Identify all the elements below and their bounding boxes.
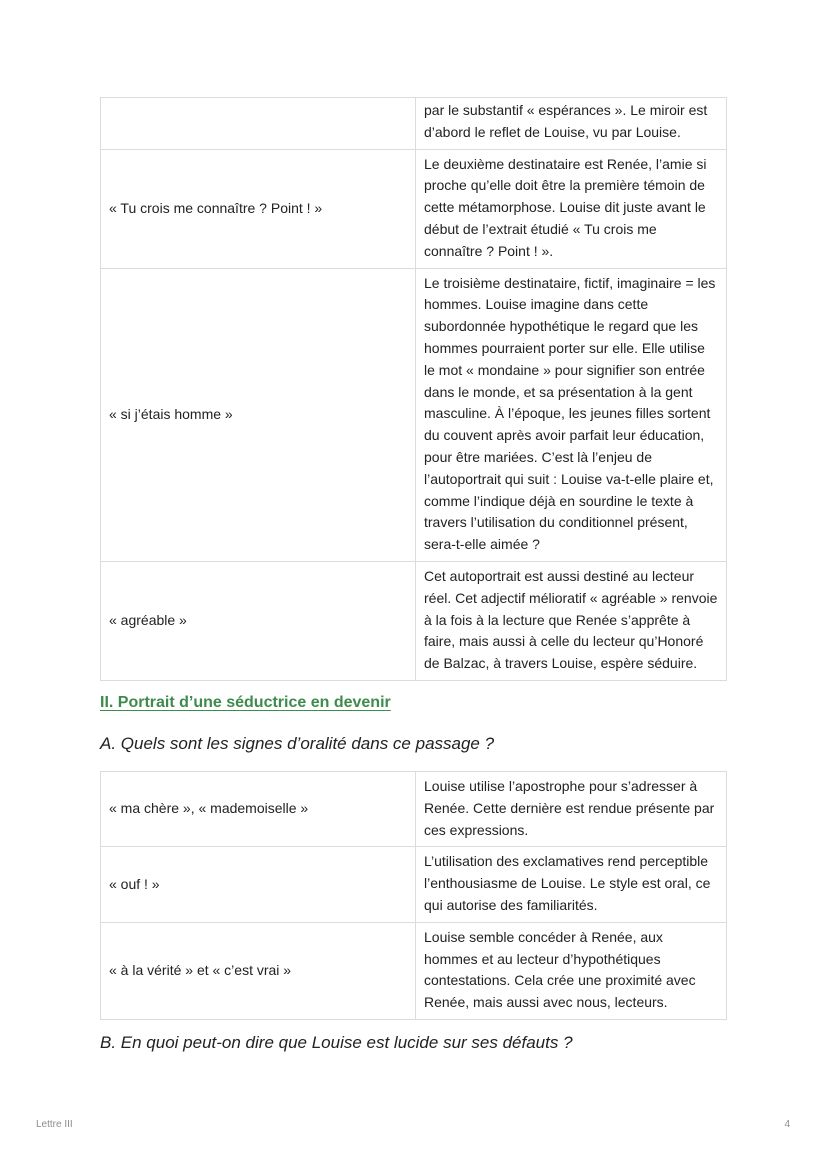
quote-cell: « agréable » bbox=[101, 561, 416, 680]
quote-cell: « ouf ! » bbox=[101, 847, 416, 922]
table-row bbox=[101, 847, 727, 922]
explanation-cell: Louise utilise l’apostrophe pour s’adresser à Renée. Cette dernière est rendue présente par ces expressions. bbox=[416, 771, 727, 846]
footer-document-title: Lettre III bbox=[36, 1119, 73, 1130]
analysis-table-2 bbox=[100, 771, 727, 1020]
table-row bbox=[101, 98, 727, 150]
table-row bbox=[101, 268, 727, 561]
explanation-cell: Cet autoportrait est aussi destiné au lecteur réel. Cet adjectif mélioratif « agréable » renvoie à la fois à la lecture que Renée s’apprête à faire, mais aussi à celle du lecteur qu’Honoré de Balzac, à travers Louise, espère séduire. bbox=[416, 561, 727, 680]
quote-cell: « ma chère », « mademoiselle » bbox=[101, 771, 416, 846]
table-row bbox=[101, 922, 727, 1019]
page-content bbox=[100, 97, 727, 1054]
footer-page-number: 4 bbox=[784, 1119, 790, 1130]
section-title: II. Portrait d’une séductrice en devenir bbox=[100, 693, 391, 711]
analysis-table-1 bbox=[100, 97, 727, 681]
quote-cell: « à la vérité » et « c’est vrai » bbox=[101, 922, 416, 1019]
question-b: B. En quoi peut-on dire que Louise est lucide sur ses défauts ? bbox=[100, 1032, 573, 1052]
table-row bbox=[101, 149, 727, 268]
table-row bbox=[101, 561, 727, 680]
question-a: A. Quels sont les signes d’oralité dans ce passage ? bbox=[100, 733, 495, 753]
quote-cell: « Tu crois me connaître ? Point ! » bbox=[101, 149, 416, 268]
explanation-cell: Le troisième destinataire, fictif, imaginaire = les hommes. Louise imagine dans cette subordonnée hypothétique le regard que les hommes pourraient porter sur elle. Elle utilise le mot « mondaine » pour signifier son entrée dans le monde, et sa présentation à la gent masculine. À l’époque, les jeunes filles sortent du couvent après avoir parfait leur éducation, pour être mariées. C’est là l’enjeu de l’autoportrait qui suit : Louise va-t-elle plaire et, comme l’indique déjà en sourdine le texte à travers l’utilisation du conditionnel présent, sera-t-elle aimée ? bbox=[416, 268, 727, 561]
explanation-cell: L’utilisation des exclamatives rend perceptible l’enthousiasme de Louise. Le style est oral, ce qui autorise des familiarités. bbox=[416, 847, 727, 922]
explanation-cell: Le deuxième destinataire est Renée, l’amie si proche qu’elle doit être la première témoin de cette métamorphose. Louise dit juste avant le début de l’extrait étudié « Tu crois me connaître ? Point ! ». bbox=[416, 149, 727, 268]
explanation-cell: par le substantif « espérances ». Le miroir est d’abord le reflet de Louise, vu par Louise. bbox=[416, 98, 727, 150]
quote-cell bbox=[101, 98, 416, 150]
explanation-cell: Louise semble concéder à Renée, aux hommes et au lecteur d’hypothétiques contestations. Cela crée une proximité avec Renée, mais aussi avec nous, lecteurs. bbox=[416, 922, 727, 1019]
table-row bbox=[101, 771, 727, 846]
quote-cell: « si j’étais homme » bbox=[101, 268, 416, 561]
